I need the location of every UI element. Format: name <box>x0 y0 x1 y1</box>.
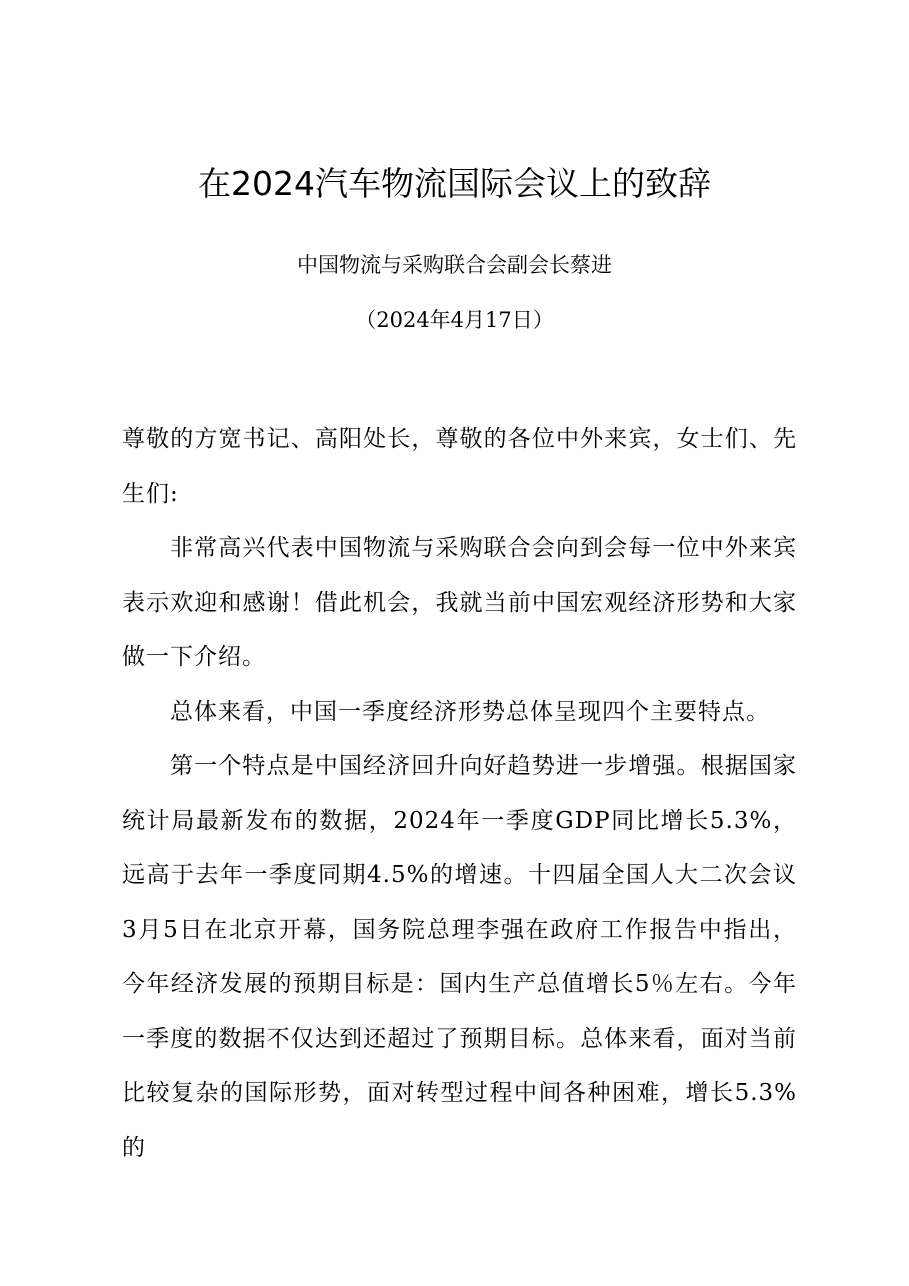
speech-body <box>122 412 797 1175</box>
salutation: 尊敬的方宽书记、高阳处长，尊敬的各位中外来宾，女士们、先生们: <box>122 426 797 507</box>
document-title: 在2024汽车物流国际会议上的致辞 <box>198 164 711 203</box>
paragraph-first-feature: 第一个特点是中国经济回升向好趋势进一步增强。根据国家统计局最新发布的数据，2024年一季度GDP同比增长5.3%，远高于去年一季度同期4.5%的增速。十四届全国人大二次会议3月5日在北京开幕，国务院总理李强在政府工作报告中指出，今年经济发展的预期目标是：国内生产总值增长5％左右。今年一季度的数据不仅达到还超过了预期目标。总体来看，面对当前比较复杂的国际形势，面对转型过程中间各种困难，增长5.3%的 <box>122 753 797 1161</box>
paragraph-welcome: 非常高兴代表中国物流与采购联合会向到会每一位中外来宾表示欢迎和感谢！借此机会，我就当前中国宏观经济形势和大家做一下介绍。 <box>122 535 797 670</box>
speech-date: （2024年4月17日） <box>355 308 554 332</box>
speaker-line: 中国物流与采购联合会副会长蔡进 <box>297 253 612 277</box>
paragraph-overview: 总体来看，中国一季度经济形势总体呈现四个主要特点。 <box>170 698 770 725</box>
